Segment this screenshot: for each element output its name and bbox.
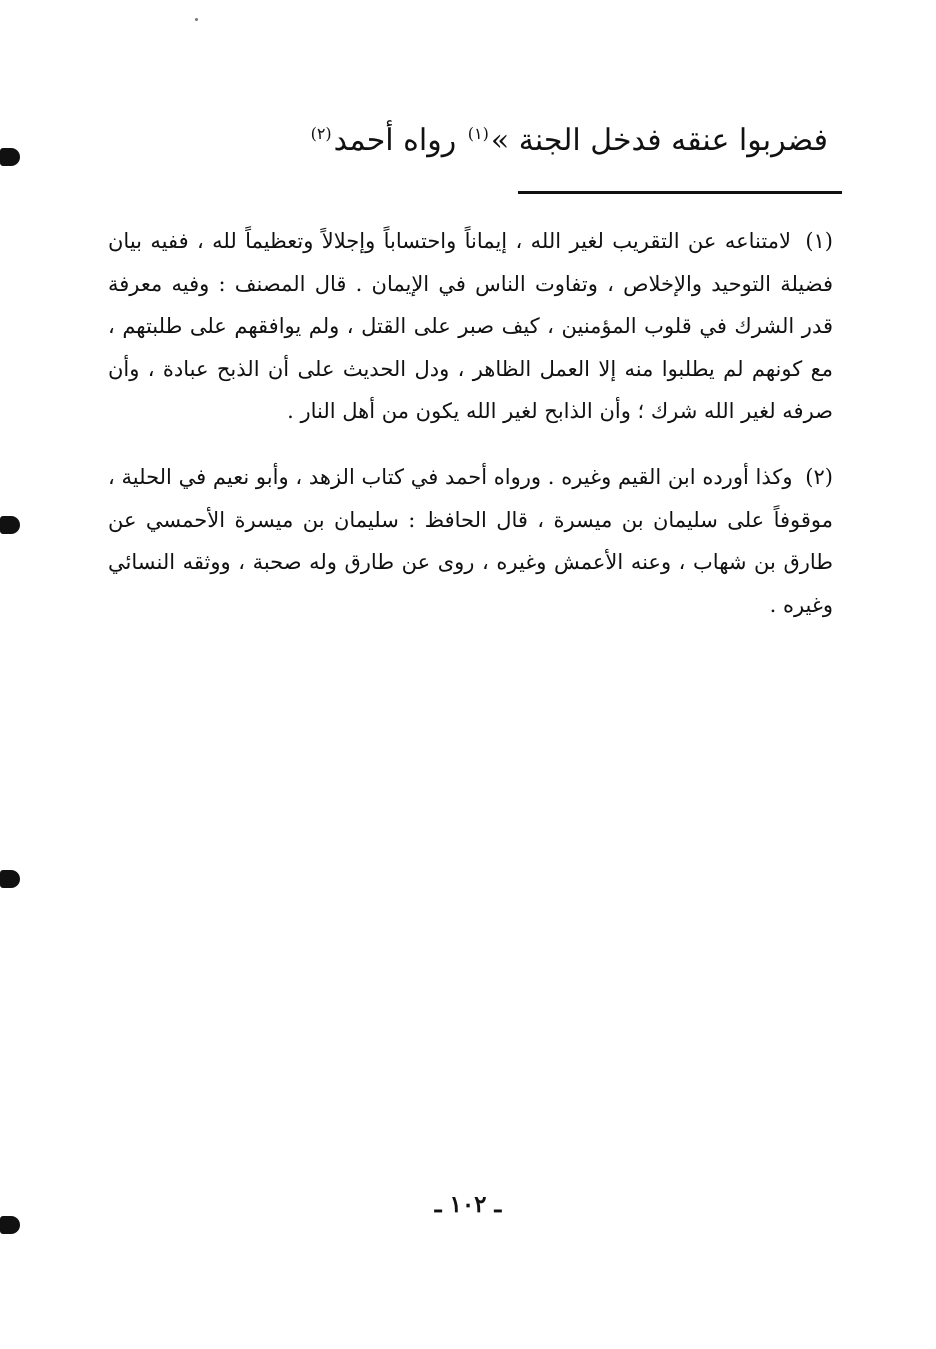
footnote-ref-1: (١): [467, 124, 489, 143]
footnote-2: [108, 456, 833, 626]
main-text-part-1: فضربوا عنقه فدخل الجنة »: [490, 123, 828, 158]
footnote-1-text: لامتناعه عن التقريب لغير الله ، إيماناً واحتساباً وإجلالاً وتعظيماً لله ، ففيه بيان فضيلة التوحيد والإخلاص ، وتفاوت الناس في الإيمان . قال المصنف : وفيه معرفة قدر الشرك في قلوب المؤمنين ، كيف صبر على القتل ، ولم يوافقهم على طلبتهم ، مع كونهم لم يطلبوا منه إلا العمل الظاهر ، ودل الحديث على أن الذبح عبادة ، وأن صرفه لغير الله شرك ؛ وأن الذابح لغير الله يكون من أهل النار .: [108, 229, 833, 424]
footnote-2-marker: (٢): [805, 465, 833, 489]
binding-hole-mark-2: [0, 516, 20, 534]
main-text-part-2: رواه أحمد: [333, 123, 457, 158]
binding-hole-mark-3: [0, 870, 20, 888]
main-text-line: [108, 108, 828, 167]
footnote-1: [108, 220, 833, 433]
footnote-2-text: وكذا أورده ابن القيم وغيره . ورواه أحمد في كتاب الزهد ، وأبو نعيم في الحلية ، موقوفاً على سليمان بن ميسرة ، قال الحافظ : سليمان بن ميسرة الأحمسي عن طارق بن شهاب ، وعنه الأعمش وغيره ، روى عن طارق وله صحبة ، ووثقه النسائي وغيره .: [108, 465, 833, 617]
footnote-1-marker: (١): [805, 229, 833, 253]
scan-speck: [195, 18, 198, 21]
page-number: ـ ١٠٢ ـ: [434, 1191, 502, 1218]
footnote-ref-2: (٢): [310, 124, 332, 143]
footnote-separator-rule: [518, 191, 842, 194]
binding-hole-mark-1: [0, 148, 20, 166]
